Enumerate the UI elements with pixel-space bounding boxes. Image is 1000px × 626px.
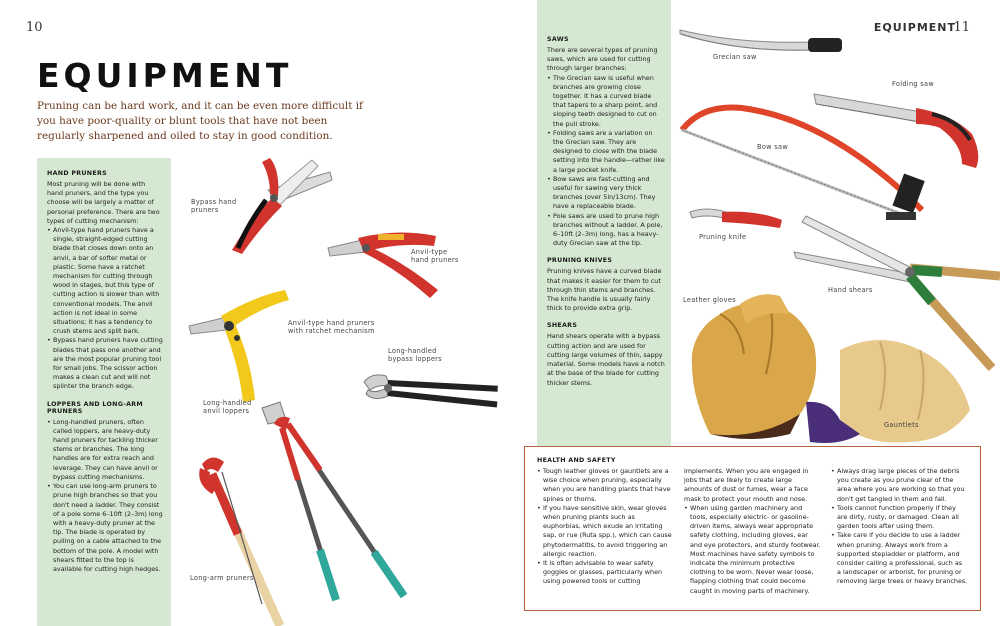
loppers-bullet: • Long-handled pruners, often called loppers, are heavy-duty hand pruners for tackling thicker stems or branches. The long handles are for extra reach and leverage. They can have anvil or bypass cutting mechanisms. — [47, 418, 163, 482]
caption-gauntlets: Gauntlets — [884, 421, 919, 429]
shears-heading: SHEARS — [547, 322, 578, 330]
left-text-panel — [37, 158, 171, 626]
right-text-panel — [537, 0, 671, 460]
saws-bullet: • Folding saws are a variation on the Grecian saw. They are designed to close with the blade setting into the handle—rather like a large pocket knife. — [547, 129, 665, 175]
health-safety-continuation: implements. When you are engaged in jobs that are likely to create large amounts of dust or fumes, wear a face mask to protect your mouth and nose. — [684, 467, 809, 503]
health-safety-bullet: • Tough leather gloves or gauntlets are a wise choice when pruning, especially when you are handling plants that have spines or thorns. — [537, 467, 674, 504]
hand-pruners-bullet: • Bypass hand pruners have cutting blades that pass one another and are the most popular pruning tool for small jobs. The scissor action makes a clean cut and will not splinter the branch edge. — [47, 336, 163, 391]
caption-ratchet: Anvil-type hand pruners with ratchet mechanism — [288, 319, 375, 335]
pruning-knives-heading: PRUNING KNIVES — [547, 257, 613, 265]
saws-bullet: • Bow saws are fast-cutting and useful for sawing very thick branches (over 5in/13cm). They have a replaceable blade. — [547, 175, 665, 212]
running-head: EQUIPMENT — [873, 21, 956, 34]
health-safety-bullet: • Take care if you decide to use a ladder when pruning. Always work from a supported stepladder or platform, and consider calling a professional, such as a landscaper or arborist, for pruning or removing large trees or heavy branches. — [831, 531, 968, 586]
saws-bullet: • Pole saws are used to prune high branches without a ladder. A pole, 6–10ft (2–3m) long, has a heavy-duty Grecian saw at the tip. — [547, 212, 665, 249]
health-safety-bullet: • Always drag large pieces of the debris you create as you prune clear of the area where you are working so that you don't get tangled in them and fall. — [831, 467, 968, 504]
pruning-knives-text: Pruning knives have a curved blade that makes it easier for them to cut through thin stems and branches. The knife handle is usually fairly thick to provide extra grip. — [547, 267, 662, 313]
caption-bow: Bow saw — [757, 143, 789, 151]
health-safety-col-2 — [684, 467, 821, 596]
health-safety-bullet: • If you have sensitive skin, wear gloves when pruning plants such as euphorbias, which exude an irritating sap, or rue (Ruta spp.), which can cause phytodermatitis, to avoid triggering an allergic reaction. — [537, 504, 674, 559]
hand-pruners-heading: HAND PRUNERS — [47, 170, 107, 177]
caption-knife: Pruning knife — [699, 233, 747, 241]
saws-heading: SAWS — [547, 36, 569, 43]
saws-bullet: • The Grecian saw is useful when branches are growing close together. It has a curved blade that tapers to a sharp point, and sloping teeth designed to cut on the pull stroke. — [547, 74, 665, 129]
ratchet-pruners-image — [185, 286, 295, 406]
grecian-saw-image — [678, 24, 843, 60]
caption-folding: Folding saw — [892, 80, 935, 88]
health-safety-bullet: • Tools cannot function properly if they are dirty, rusty, or damaged. Clean all garden tools after using them. — [831, 504, 968, 532]
health-safety-bullet: • It is often advisable to wear safety goggles or glasses, particularly when using powered tools or cutting — [537, 559, 674, 587]
page-title: EQUIPMENT — [37, 56, 293, 95]
health-safety-col-3 — [831, 467, 968, 596]
health-safety-col-1 — [537, 467, 674, 596]
gauntlets-image — [800, 330, 985, 448]
caption-long-bypass: Long-handled bypass loppers — [388, 347, 442, 363]
caption-gloves: Leather gloves — [683, 296, 736, 304]
pruning-knife-image — [686, 204, 786, 234]
hand-pruners-bullet: • Anvil-type hand pruners have a single, straight-edged cutting blade that closes down onto an anvil, a bar of softer metal or plastic. Some have a ratchet mechanism for cutting through wood in stages, but this type of cutting action is slower than with conventional models. The anvil action is not ideal in some situations; it has a tendency to crush stems and split bark. — [47, 226, 163, 336]
caption-bypass: Bypass hand pruners — [191, 198, 237, 214]
page-number-left: 10 — [26, 20, 43, 35]
page-number-right: 11 — [953, 20, 970, 35]
hand-pruners-intro: Most pruning will be done with hand pruners, and the type you choose will be largely a matter of personal preference. There are two types of cutting mechanism: — [47, 180, 160, 225]
loppers-bullet: • You can use long-arm pruners to prune high branches so that you don't need a ladder. They consist of a pole some 6–10ft (2–3m) long with a heavy-duty pruner at the tip. The blade is operated by pulling on a cable attached to the bottom of the pole. A model with shears fitted to the top is available for cutting high hedges. — [47, 482, 163, 574]
health-safety-heading: HEALTH AND SAFETY — [537, 457, 616, 464]
health-safety-box — [524, 446, 981, 611]
loppers-heading: LOPPERS AND LONG-ARM PRUNERS — [47, 400, 143, 415]
caption-long-anvil: Long-handled anvil loppers — [203, 399, 252, 415]
shears-text: Hand shears operate with a bypass cutting action and are used for cutting large volumes of thin, sappy material. Some models have a notch at the base of the blade for cutting thicker stems. — [547, 332, 665, 387]
caption-shears: Hand shears — [828, 286, 873, 294]
saws-intro: There are several types of pruning saws, which are used for cutting through larger branches: — [547, 46, 658, 73]
caption-grecian: Grecian saw — [713, 53, 757, 61]
health-safety-bullet: • When using garden machinery and tools, especially electric- or gasoline-driven items, always wear appropriate safety clothing, including gloves, ear and eye protectors, and sturdy footwear. Most machines have safety symbols to indicate the minimum protective clothing to be worn. Never wear loose, flapping clothing that could become caught in moving parts of machinery. — [684, 504, 821, 596]
caption-anvil: Anvil-type hand pruners — [411, 248, 459, 264]
caption-long-arm: Long-arm pruners — [190, 574, 254, 582]
long-arm-pruners-image — [192, 454, 292, 626]
intro-paragraph: Pruning can be hard work, and it can be even more difficult if you have poor-quality or blunt tools that have not been regularly sharpened and oiled to stay in good condition. — [37, 100, 363, 142]
